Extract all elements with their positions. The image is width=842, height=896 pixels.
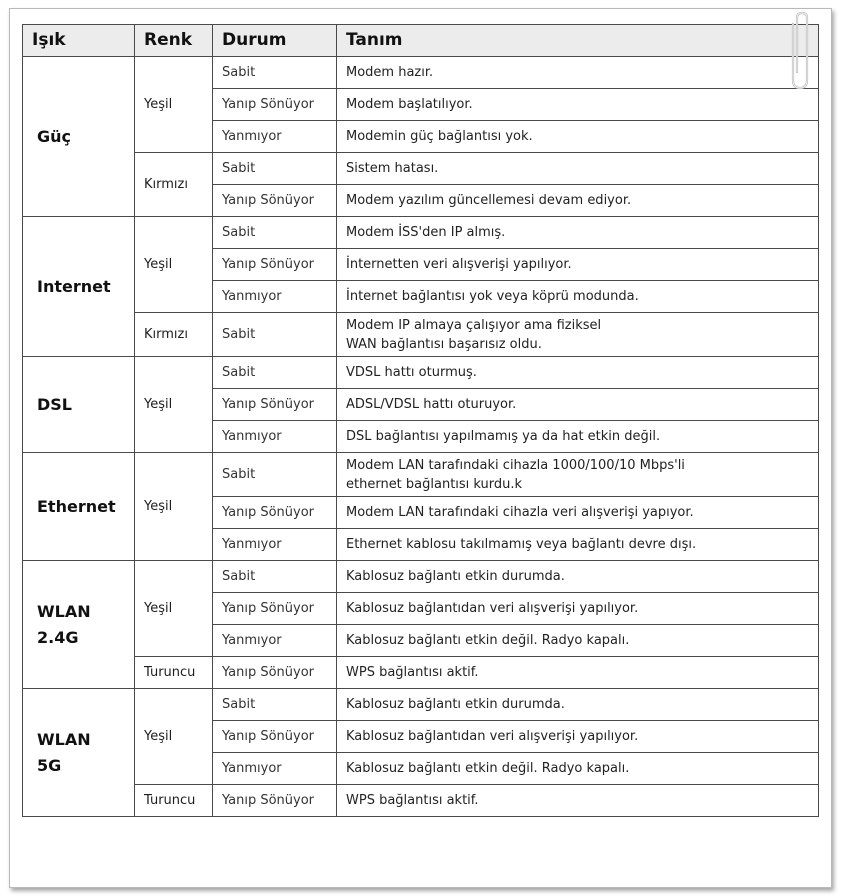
led-description-cell [337,57,819,89]
led-state-cell: Yanıp Sönüyor [213,721,337,753]
header-description: Tanım [337,25,819,57]
led-state-cell: Sabit [213,217,337,249]
light-name: 2.4G [37,627,79,647]
light-name-cell [23,357,135,453]
description-line: İnternetten veri alışverişi yapılıyor. [346,257,572,272]
description-line: ethernet bağlantısı kurdu.k [346,476,523,492]
table-row [23,785,819,817]
light-name: WLAN [37,729,91,749]
led-state-cell: Yanıp Sönüyor [213,389,337,421]
led-state-cell: Yanmıyor [213,281,337,313]
description-line: Kablosuz bağlantı etkin değil. Radyo kapalı. [346,633,630,648]
led-state-cell: Yanıp Sönüyor [213,497,337,529]
led-state-cell: Sabit [213,57,337,89]
led-description-cell [337,389,819,421]
led-state-cell: Yanmıyor [213,121,337,153]
led-state-cell: Sabit [213,561,337,593]
table-header-row [23,25,819,57]
led-state-cell: Yanıp Sönüyor [213,249,337,281]
led-color-cell: Yeşil [135,453,213,561]
description-line: Kablosuz bağlantı etkin durumda. [346,569,565,584]
led-color-cell: Yeşil [135,561,213,657]
description-line: Modem LAN tarafındaki cihazla 1000/100/10 Mbps'li [346,457,685,473]
description-line: Kablosuz bağlantıdan veri alışverişi yapılıyor. [346,601,639,616]
led-description-cell [337,153,819,185]
light-name-cell [23,217,135,357]
light-name: Ethernet [37,496,116,516]
led-color-cell: Turuncu [135,657,213,689]
led-description-cell [337,281,819,313]
led-description-cell [337,421,819,453]
description-line: DSL bağlantısı yapılmamış ya da hat etkin değil. [346,429,661,444]
led-state-cell: Yanmıyor [213,753,337,785]
description-line: İnternet bağlantısı yok veya köprü modunda. [346,289,639,304]
led-state-cell: Yanıp Sönüyor [213,593,337,625]
led-state-cell: Yanmıyor [213,421,337,453]
table-row [23,453,819,497]
description-line: Kablosuz bağlantıdan veri alışverişi yapılıyor. [346,729,639,744]
led-description-cell [337,453,819,497]
light-name-cell [23,57,135,217]
led-color-cell: Yeşil [135,357,213,453]
description-line: Modemin güç bağlantısı yok. [346,129,533,144]
description-line: Modem İSS'den IP almış. [346,225,506,240]
led-color-cell: Yeşil [135,689,213,785]
led-state-cell: Yanıp Sönüyor [213,185,337,217]
description-line: Modem LAN tarafındaki cihazla veri alışverişi yapıyor. [346,505,694,520]
led-description-cell [337,217,819,249]
led-status-table [22,24,819,817]
table-row [23,357,819,389]
led-description-cell [337,249,819,281]
light-name-cell [23,561,135,689]
led-description-cell [337,529,819,561]
description-line: WPS bağlantısı aktif. [346,665,479,680]
led-description-cell [337,625,819,657]
led-description-cell [337,753,819,785]
led-description-cell [337,689,819,721]
led-state-cell: Sabit [213,153,337,185]
led-description-cell [337,785,819,817]
table-body [23,57,819,817]
led-description-cell [337,721,819,753]
light-name: DSL [37,394,72,414]
led-state-cell: Yanmıyor [213,529,337,561]
description-line: Modem yazılım güncellemesi devam ediyor. [346,193,632,208]
led-state-cell: Sabit [213,689,337,721]
led-color-cell: Kırmızı [135,313,213,357]
table-row [23,689,819,721]
led-description-cell [337,89,819,121]
led-state-cell: Yanıp Sönüyor [213,657,337,689]
paperclip-icon [787,10,813,92]
led-description-cell [337,121,819,153]
description-line: Sistem hatası. [346,161,439,176]
led-color-cell: Turuncu [135,785,213,817]
led-description-cell [337,313,819,357]
table-row [23,57,819,89]
description-line: Kablosuz bağlantı etkin durumda. [346,697,565,712]
description-line: WPS bağlantısı aktif. [346,793,479,808]
led-state-cell: Yanıp Sönüyor [213,785,337,817]
header-color: Renk [135,25,213,57]
description-line: ADSL/VDSL hattı oturuyor. [346,397,517,412]
table-row [23,153,819,185]
light-name-cell [23,689,135,817]
description-line: Modem IP almaya çalışıyor ama fiziksel [346,317,602,333]
led-state-cell: Sabit [213,453,337,497]
description-line: Kablosuz bağlantı etkin değil. Radyo kapalı. [346,761,630,776]
led-state-cell: Yanıp Sönüyor [213,89,337,121]
header-state: Durum [213,25,337,57]
table-row [23,561,819,593]
table-row [23,657,819,689]
description-line: Modem hazır. [346,65,434,80]
led-color-cell: Yeşil [135,57,213,153]
led-description-cell [337,185,819,217]
table-row [23,313,819,357]
led-color-cell: Yeşil [135,217,213,313]
description-line: VDSL hattı oturmuş. [346,365,477,380]
led-state-cell: Sabit [213,357,337,389]
led-state-cell: Yanmıyor [213,625,337,657]
led-description-cell [337,657,819,689]
light-name: WLAN [37,601,91,621]
light-name: Internet [37,276,111,296]
light-name-cell [23,453,135,561]
description-line: WAN bağlantısı başarısız oldu. [346,336,542,352]
header-light: Işık [23,25,135,57]
led-color-cell: Kırmızı [135,153,213,217]
description-line: Ethernet kablosu takılmamış veya bağlantı devre dışı. [346,537,697,552]
led-description-cell [337,593,819,625]
light-name: Güç [37,126,72,146]
led-state-cell: Sabit [213,313,337,357]
table-row [23,217,819,249]
led-description-cell [337,497,819,529]
led-description-cell [337,357,819,389]
description-line: Modem başlatılıyor. [346,97,473,112]
light-name: 5G [37,755,62,775]
led-description-cell [337,561,819,593]
